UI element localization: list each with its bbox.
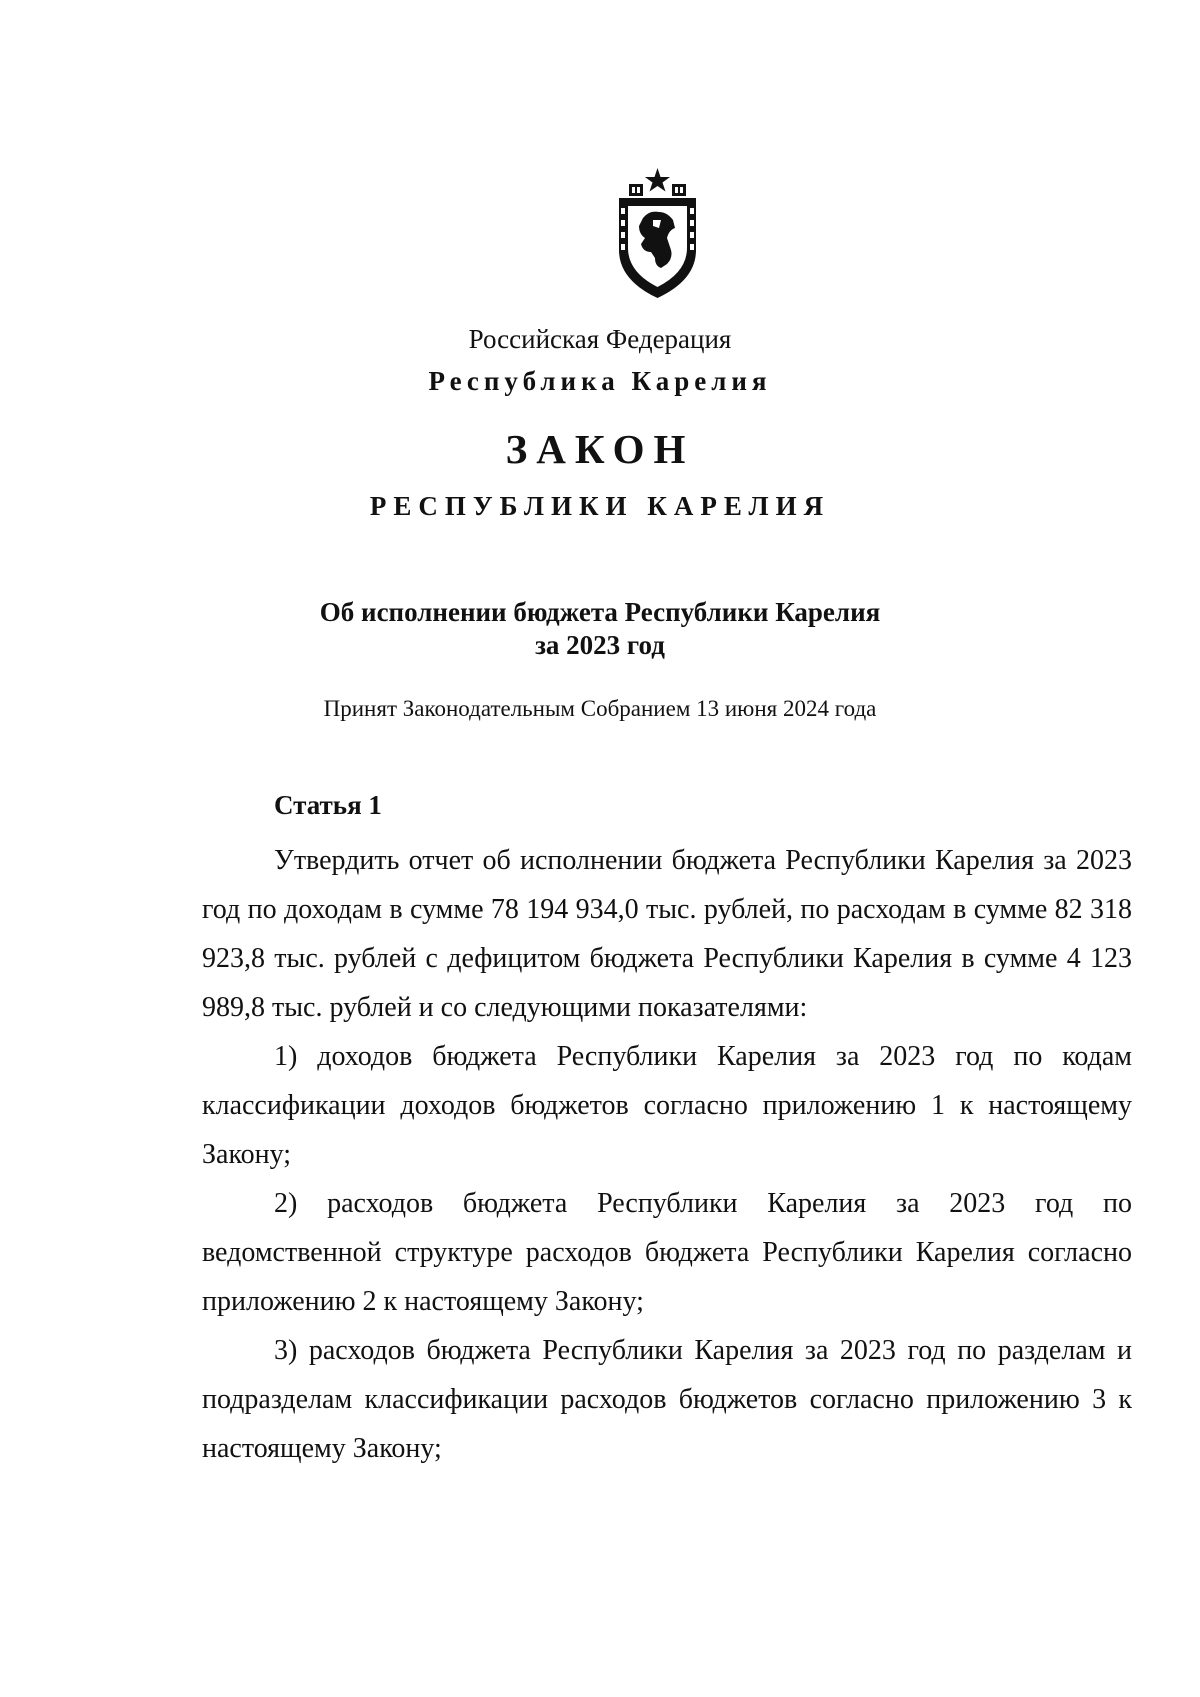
article-paragraph: 1) доходов бюджета Республики Карелия за 2023 год по кодам классификации доходов бюджетов согласно приложению 1 к настоящему Закону; — [202, 1041, 1132, 1170]
country-name: Российская Федерация — [468, 324, 732, 354]
document-title-line-1: Об исполнении бюджета Республики Карелия — [319, 597, 881, 627]
article-paragraph: Утвердить отчет об исполнении бюджета Республики Карелия за 2023 год по доходам в сумме 78 194 934,0 тыс. рублей, по расходам в сумме 82 318 923,8 тыс. рублей с дефицитом бюджета Республики Карелия в сумме 4 123 989,8 тыс. рублей и со следующими показателями: — [202, 845, 1132, 1023]
article-paragraph: 2) расходов бюджета Республики Карелия за 2023 год по ведомственной структуре расходов бюджета Республики Карелия согласно приложению 2 к настоящему Закону; — [202, 1188, 1132, 1317]
adoption-note: Принят Законодательным Собранием 13 июня 2024 года — [323, 696, 877, 721]
document-title — [0, 596, 1200, 662]
article-body — [202, 836, 1132, 1473]
article-paragraph: 3) расходов бюджета Республики Карелия за 2023 год по разделам и подразделам классификации расходов бюджетов согласно приложению 3 к настоящему Закону; — [202, 1335, 1132, 1464]
law-title: ЗАКОН — [505, 426, 695, 472]
law-subtitle: РЕСПУБЛИКИ КАРЕЛИЯ — [369, 491, 831, 521]
article-heading: Статья 1 — [274, 790, 382, 820]
document-title-line-2: за 2023 год — [535, 630, 665, 660]
republic-name: Республика Карелия — [428, 366, 772, 396]
karelia-coat-of-arms-icon — [615, 168, 700, 300]
